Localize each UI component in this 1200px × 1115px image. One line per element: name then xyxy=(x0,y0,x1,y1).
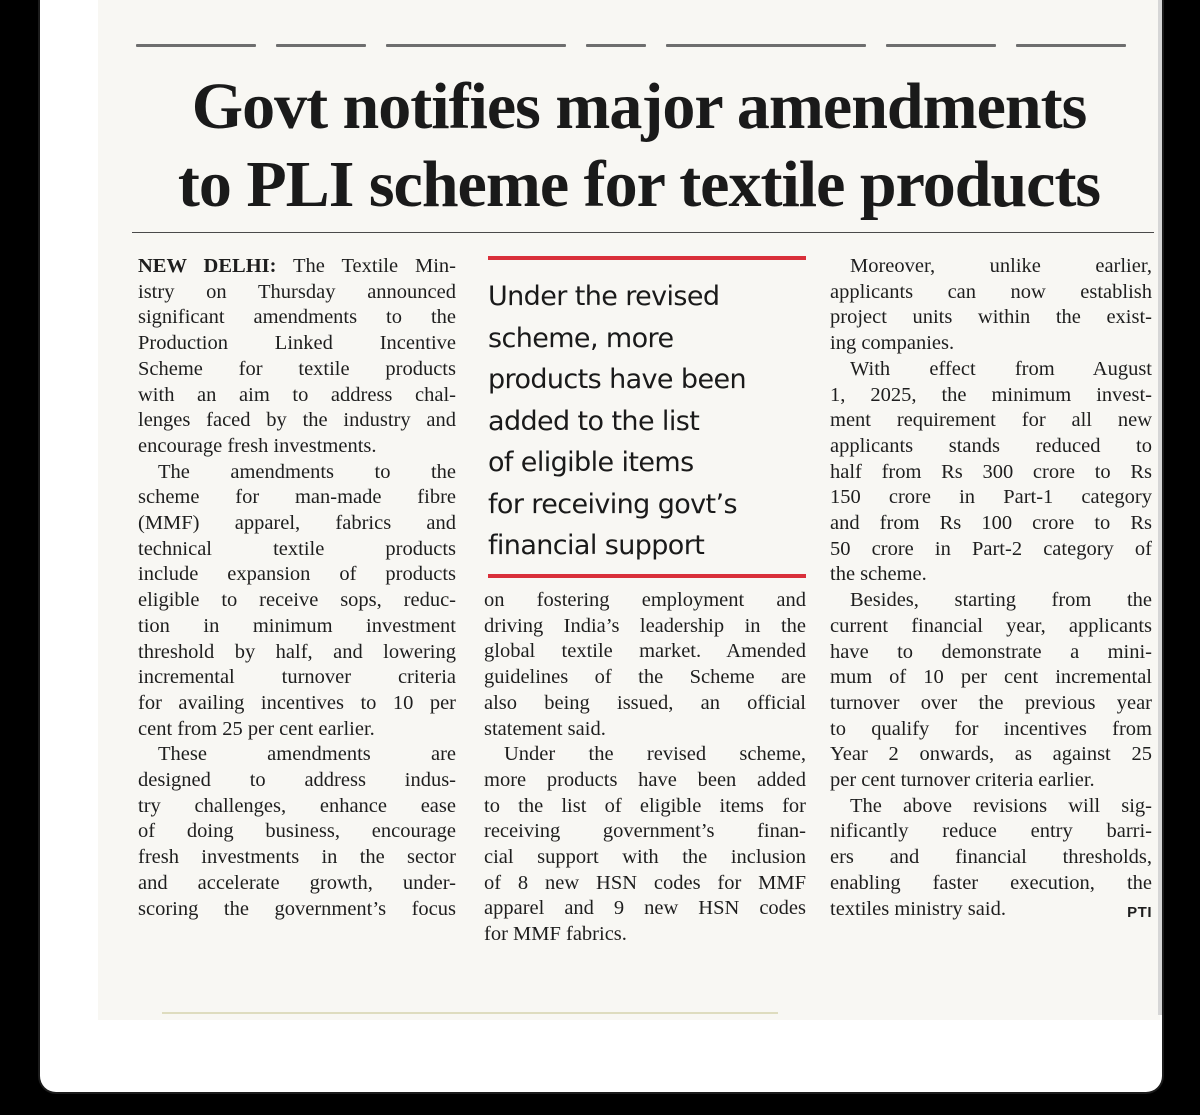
text-line: for MMF fabrics. xyxy=(484,923,627,946)
headline-divider xyxy=(132,232,1154,233)
text-line: and from Rs 100 crore to Rs xyxy=(830,512,1152,535)
article-column-1 xyxy=(138,254,456,922)
text-line: guidelines of the Scheme are xyxy=(484,666,806,689)
text-line: significant amendments to the xyxy=(138,306,456,329)
text-line: 1, 2025, the minimum invest- xyxy=(830,383,1152,406)
text-line: to qualify for incentives from xyxy=(830,717,1152,740)
text-line: also being issued, an official xyxy=(484,691,806,714)
article-column-3 xyxy=(830,254,1152,925)
text-line: tion in minimum investment xyxy=(138,614,456,637)
text-line: cial support with the inclusion xyxy=(484,846,806,869)
text-line: 150 crore in Part-1 category xyxy=(830,486,1152,509)
text-line: cent from 25 per cent earlier. xyxy=(138,717,375,740)
text-line: driving India’s leadership in the xyxy=(484,614,806,637)
text-line: applicants stands reduced to xyxy=(830,434,1152,457)
text-line: 50 crore in Part-2 category of xyxy=(830,537,1152,560)
text-line: ment requirement for all new xyxy=(830,409,1152,432)
text-line: and accelerate growth, under- xyxy=(138,871,456,894)
text-line: NEW DELHI: The Textile Min- xyxy=(138,255,456,277)
text-line: incremental turnover criteria xyxy=(138,666,456,689)
text-line: With effect from August xyxy=(850,357,1152,380)
article-column-2 xyxy=(484,588,806,948)
text-line: current financial year, applicants xyxy=(830,614,1152,637)
headline-line-1: Govt notifies major amendments xyxy=(191,70,1087,143)
text-line: Under the revised scheme, xyxy=(504,743,806,766)
text-line: on fostering employment and xyxy=(484,589,806,611)
text-line: with an aim to address chal- xyxy=(138,383,456,406)
screenshot-frame xyxy=(38,0,1164,1094)
pull-quote-line: products have been xyxy=(488,364,747,395)
cut-off-previous-line xyxy=(136,30,1126,52)
text-line: eligible to receive sops, reduc- xyxy=(138,589,456,612)
text-line: istry on Thursday announced xyxy=(138,280,456,303)
text-line: ing companies. xyxy=(830,332,955,355)
text-line: textiles ministry said. PTI xyxy=(830,897,1152,923)
text-line: include expansion of products xyxy=(138,563,456,586)
text-line: the scheme. xyxy=(830,563,927,586)
text-line: for availing incentives to 10 per xyxy=(138,691,456,714)
article-headline xyxy=(134,68,1144,224)
text-line: technical textile products xyxy=(138,537,456,560)
text-line: applicants can now establish xyxy=(830,280,1152,303)
text-line: Besides, starting from the xyxy=(850,589,1152,612)
text-line: project units within the exist- xyxy=(830,306,1152,329)
text-line: mum of 10 per cent incremental xyxy=(830,666,1152,689)
pull-quote-top-rule xyxy=(488,256,806,260)
pull-quote-line: of eligible items xyxy=(488,447,694,478)
pull-quote-line: scheme, more xyxy=(488,322,674,354)
text-line: encourage fresh investments. xyxy=(138,434,377,457)
bottom-rule xyxy=(162,1012,778,1014)
text-line: scoring the government’s focus xyxy=(138,897,456,920)
text-line: half from Rs 300 crore to Rs xyxy=(830,460,1152,483)
text-line: ers and financial thresholds, xyxy=(830,846,1152,869)
text-line: The amendments to the xyxy=(158,460,456,483)
text-line: to the list of eligible items for xyxy=(484,794,806,817)
text-line: apparel and 9 new HSN codes xyxy=(484,897,806,920)
pull-quote-line: Under the revised xyxy=(488,281,720,312)
clipping-edge-shadow xyxy=(1158,0,1162,1015)
text-line: The above revisions will sig- xyxy=(850,794,1152,817)
text-line: receiving government’s finan- xyxy=(484,820,806,843)
text-line: per cent turnover criteria earlier. xyxy=(830,769,1095,792)
text-line: designed to address indus- xyxy=(138,769,456,792)
text-line: lenges faced by the industry and xyxy=(138,409,456,432)
text-line: nificantly reduce entry barri- xyxy=(830,820,1152,843)
text-line: of 8 new HSN codes for MMF xyxy=(484,871,806,894)
pull-quote-line: added to the list xyxy=(488,405,700,437)
text-line: Production Linked Incentive xyxy=(138,332,456,355)
pull-quote-line: financial support xyxy=(488,530,705,561)
text-line: of doing business, encourage xyxy=(138,820,456,843)
text-line: Moreover, unlike earlier, xyxy=(850,255,1152,277)
pull-quote-text xyxy=(488,276,806,567)
text-line: scheme for man-made fibre xyxy=(138,486,456,509)
dateline: NEW DELHI: xyxy=(138,255,277,277)
text-line: turnover over the previous year xyxy=(830,691,1152,714)
text-line: These amendments are xyxy=(158,743,456,766)
text-line: more products have been added xyxy=(484,768,806,791)
text-line: enabling faster execution, the xyxy=(830,871,1152,894)
text-line: global textile market. Amended xyxy=(484,640,806,663)
pull-quote-line: for receiving govt’s xyxy=(488,488,737,520)
text-line: Scheme for textile products xyxy=(138,357,456,380)
text-line: statement said. xyxy=(484,717,606,740)
pull-quote xyxy=(484,254,806,580)
text-line: fresh investments in the sector xyxy=(138,846,456,869)
text-line: Year 2 onwards, as against 25 xyxy=(830,743,1152,766)
text-line: try challenges, enhance ease xyxy=(138,794,456,817)
text-line: threshold by half, and lowering xyxy=(138,640,456,663)
text-line: (MMF) apparel, fabrics and xyxy=(138,512,456,535)
pull-quote-bottom-rule xyxy=(488,574,806,578)
byline-credit: PTI xyxy=(1127,903,1152,921)
headline-line-2: to PLI scheme for textile products xyxy=(177,148,1101,221)
text-line: have to demonstrate a mini- xyxy=(830,640,1152,663)
